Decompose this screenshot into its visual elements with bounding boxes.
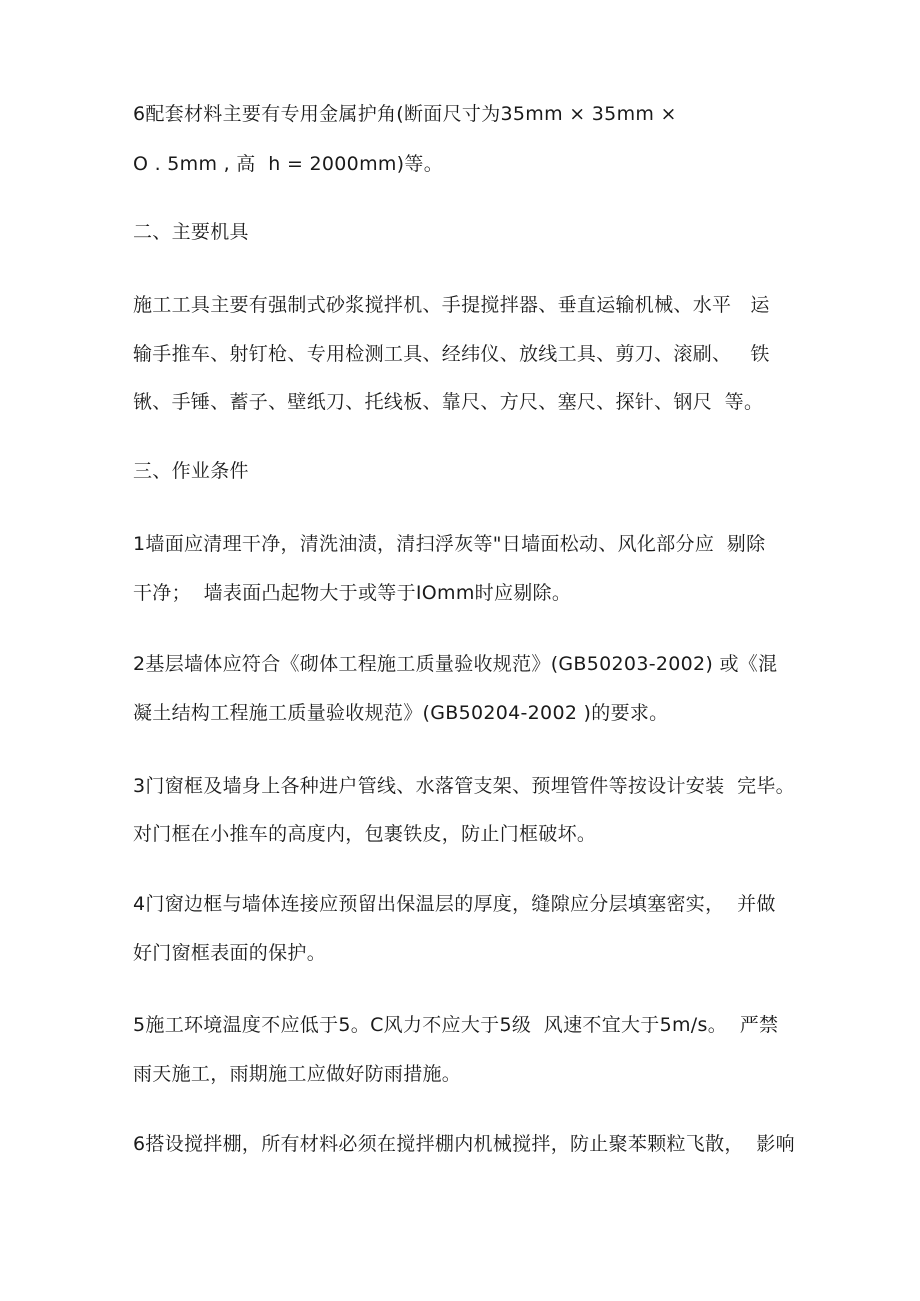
text-line: 施工工具主要有强制式砂浆搅拌机、手提搅拌器、垂直运输机械、水平 运 [133, 294, 770, 316]
text-line: 4门窗边框与墙体连接应预留出保温层的厚度，缝隙应分层填塞密实， 并做 [133, 893, 776, 915]
section-heading: 三、作业条件 [133, 460, 249, 482]
text-line: 输手推车、射钉枪、专用检测工具、经纬仪、放线工具、剪刀、滚刷、 铁 [133, 343, 770, 365]
text-line: 3门窗框及墙身上各种进户管线、水落管支架、预埋管件等按设计安装 完毕。 [133, 775, 795, 797]
text-line: 雨天施工，雨期施工应做好防雨措施。 [133, 1063, 462, 1085]
text-line: 干净； 墙表面凸起物大于或等于IOmm时应剔除。 [133, 582, 572, 604]
text-line: 1墙面应清理干净，清洗油渍，清扫浮灰等"日墙面松动、风化部分应 剔除 [133, 533, 766, 555]
text-line: 凝土结构工程施工质量验收规范》(GB50204-2002 )的要求。 [133, 702, 669, 724]
text-line: O . 5mm , 高 h = 2000mm)等。 [133, 153, 444, 175]
text-line: 6搭设搅拌棚，所有材料必须在搅拌棚内机械搅拌，防止聚苯颗粒飞散， 影响 [133, 1133, 795, 1155]
text-line: 6配套材料主要有专用金属护角(断面尺寸为35mm × 35mm × [133, 103, 677, 125]
text-line: 对门框在小推车的高度内，包裹铁皮，防止门框破坏。 [133, 823, 597, 845]
text-line: 2基层墙体应符合《砌体工程施工质量验收规范》(GB50203-2002) 或《混 [133, 653, 778, 675]
section-heading: 二、主要机具 [133, 221, 249, 243]
text-line: 好门窗框表面的保护。 [133, 942, 327, 964]
text-line: 5施工环境温度不应低于5。C风力不应大于5级 风速不宜大于5m/s。 严禁 [133, 1014, 779, 1036]
text-line: 锹、手锤、蓄子、壁纸刀、托线板、靠尺、方尺、塞尺、探针、钢尺 等。 [133, 391, 764, 413]
